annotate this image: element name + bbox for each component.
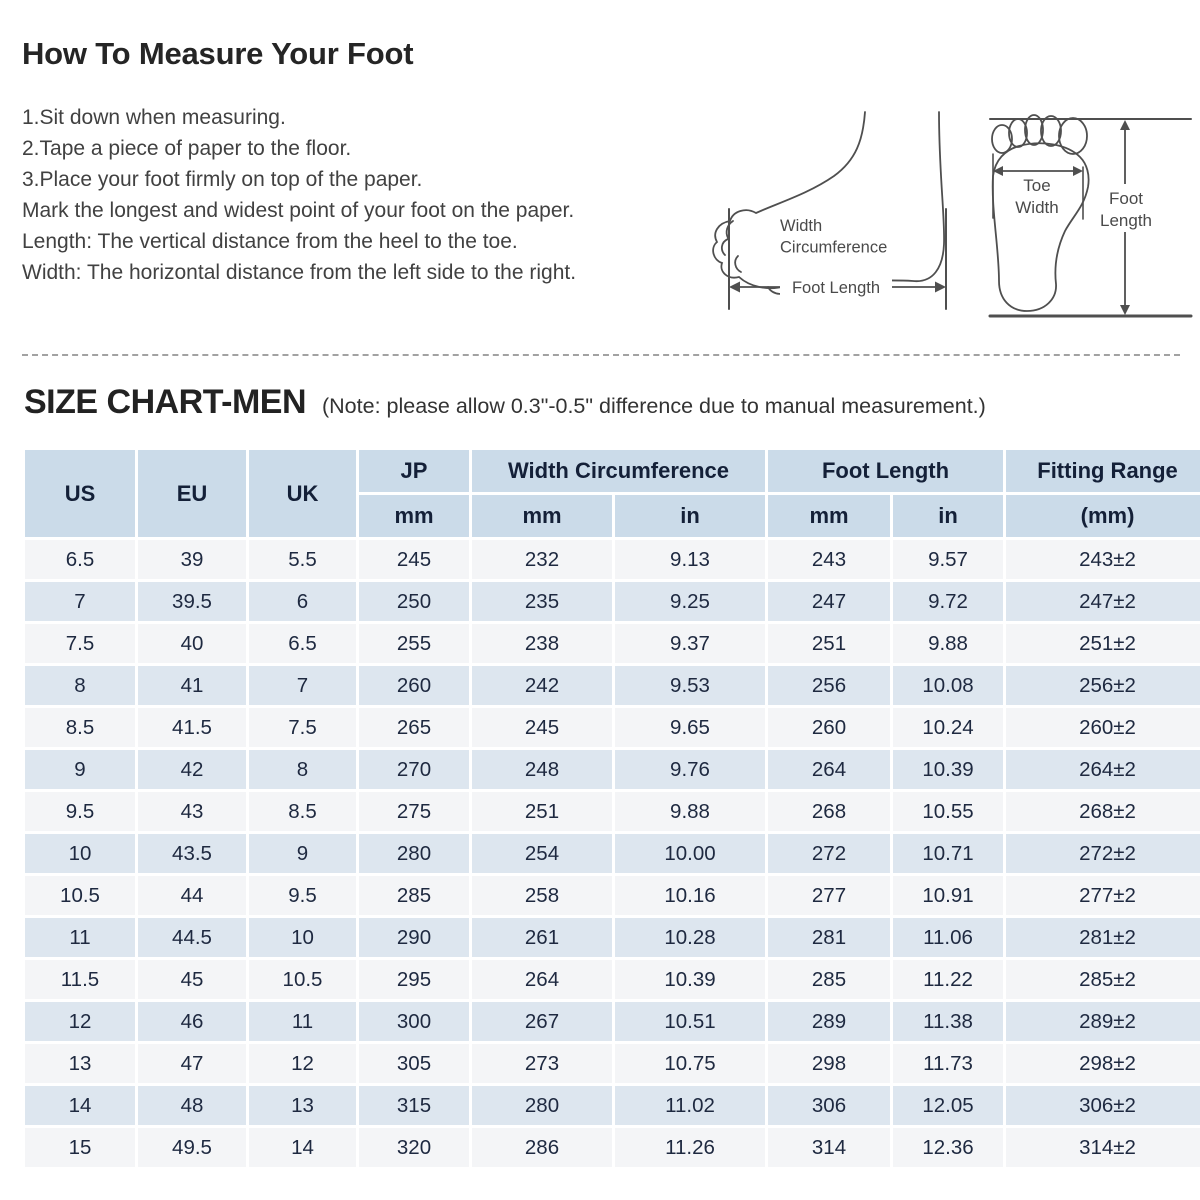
cell-fl-mm: 268 (768, 792, 890, 831)
cell-us: 14 (25, 1086, 135, 1125)
col-header-foot-length: Foot Length (768, 450, 1003, 492)
cell-fl-mm: 243 (768, 540, 890, 579)
cell-wc-in: 10.51 (615, 1002, 765, 1041)
cell-wc-mm: 248 (472, 750, 612, 789)
size-chart-header (25, 450, 1200, 537)
table-row (25, 834, 1200, 873)
table-row (25, 666, 1200, 705)
cell-fl-mm: 314 (768, 1128, 890, 1167)
cell-wc-mm: 258 (472, 876, 612, 915)
cell-uk: 7 (249, 666, 356, 705)
cell-fitting-range: 247±2 (1006, 582, 1200, 621)
dashed-divider (22, 354, 1180, 356)
cell-wc-mm: 254 (472, 834, 612, 873)
cell-fitting-range: 281±2 (1006, 918, 1200, 957)
cell-wc-in: 9.88 (615, 792, 765, 831)
cell-fl-in: 11.22 (893, 960, 1003, 999)
cell-fl-mm: 298 (768, 1044, 890, 1083)
cell-eu: 44.5 (138, 918, 246, 957)
cell-fl-mm: 289 (768, 1002, 890, 1041)
cell-fl-in: 10.24 (893, 708, 1003, 747)
arrowhead-left-icon (729, 282, 740, 293)
cell-wc-mm: 238 (472, 624, 612, 663)
size-chart-table (22, 447, 1200, 1170)
cell-fitting-range: 243±2 (1006, 540, 1200, 579)
cell-wc-mm: 261 (472, 918, 612, 957)
cell-fl-in: 10.39 (893, 750, 1003, 789)
cell-eu: 39.5 (138, 582, 246, 621)
cell-fl-in: 9.88 (893, 624, 1003, 663)
cell-fitting-range: 251±2 (1006, 624, 1200, 663)
unit-header-wc-mm: mm (472, 495, 612, 537)
table-row (25, 750, 1200, 789)
cell-us: 8 (25, 666, 135, 705)
cell-fl-mm: 277 (768, 876, 890, 915)
cell-fl-in: 11.38 (893, 1002, 1003, 1041)
cell-fitting-range: 268±2 (1006, 792, 1200, 831)
cell-jp-mm: 255 (359, 624, 469, 663)
cell-jp-mm: 320 (359, 1128, 469, 1167)
cell-us: 9 (25, 750, 135, 789)
cell-fl-in: 10.08 (893, 666, 1003, 705)
table-row (25, 792, 1200, 831)
cell-us: 13 (25, 1044, 135, 1083)
instruction-line: Width: The horizontal distance from the left side to the right. (22, 261, 577, 284)
cell-wc-in: 9.53 (615, 666, 765, 705)
col-header-fitting-range: Fitting Range (1006, 450, 1200, 492)
arrowhead-right-icon (935, 282, 946, 293)
cell-jp-mm: 250 (359, 582, 469, 621)
cell-us: 12 (25, 1002, 135, 1041)
cell-wc-in: 10.39 (615, 960, 765, 999)
cell-fl-mm: 281 (768, 918, 890, 957)
table-row (25, 582, 1200, 621)
cell-us: 7.5 (25, 624, 135, 663)
cell-uk: 9 (249, 834, 356, 873)
cell-wc-in: 9.76 (615, 750, 765, 789)
cell-eu: 47 (138, 1044, 246, 1083)
cell-eu: 39 (138, 540, 246, 579)
cell-wc-in: 10.75 (615, 1044, 765, 1083)
cell-fl-mm: 251 (768, 624, 890, 663)
cell-wc-mm: 232 (472, 540, 612, 579)
cell-eu: 40 (138, 624, 246, 663)
size-chart-title: SIZE CHART-MEN (24, 383, 306, 421)
table-row (25, 1128, 1200, 1167)
cell-wc-in: 9.13 (615, 540, 765, 579)
cell-uk: 11 (249, 1002, 356, 1041)
col-header-eu: EU (138, 450, 246, 537)
instruction-line: 2.Tape a piece of paper to the floor. (22, 137, 352, 160)
arrowhead-right-icon (1073, 166, 1083, 176)
cell-us: 9.5 (25, 792, 135, 831)
cell-jp-mm: 270 (359, 750, 469, 789)
instruction-line: Length: The vertical distance from the heel to the toe. (22, 230, 518, 253)
cell-jp-mm: 260 (359, 666, 469, 705)
cell-eu: 44 (138, 876, 246, 915)
unit-header-wc-in: in (615, 495, 765, 537)
table-row (25, 918, 1200, 957)
cell-fl-mm: 260 (768, 708, 890, 747)
intro-section (22, 102, 1180, 324)
size-chart-note: (Note: please allow 0.3"-0.5" difference due to manual measurement.) (322, 394, 986, 418)
cell-uk: 10.5 (249, 960, 356, 999)
page-title: How To Measure Your Foot (22, 36, 414, 71)
instructions (22, 102, 702, 288)
foot-top-view-diagram (983, 100, 1198, 322)
cell-uk: 12 (249, 1044, 356, 1083)
cell-fitting-range: 256±2 (1006, 666, 1200, 705)
col-header-width-circumference: Width Circumference (472, 450, 765, 492)
cell-jp-mm: 290 (359, 918, 469, 957)
cell-fitting-range: 289±2 (1006, 1002, 1200, 1041)
cell-uk: 10 (249, 918, 356, 957)
cell-fl-in: 12.36 (893, 1128, 1003, 1167)
cell-fl-in: 10.55 (893, 792, 1003, 831)
instruction-line: 3.Place your foot firmly on top of the paper. (22, 168, 423, 191)
cell-fitting-range: 260±2 (1006, 708, 1200, 747)
cell-fl-mm: 272 (768, 834, 890, 873)
cell-wc-mm: 251 (472, 792, 612, 831)
unit-header-jp-mm: mm (359, 495, 469, 537)
cell-wc-in: 9.65 (615, 708, 765, 747)
cell-fitting-range: 314±2 (1006, 1128, 1200, 1167)
cell-uk: 8 (249, 750, 356, 789)
size-chart-body (25, 540, 1200, 1167)
col-header-jp: JP (359, 450, 469, 492)
col-header-uk: UK (249, 450, 356, 537)
width-circumference-label: Width Circumference (780, 217, 888, 257)
col-header-us: US (25, 450, 135, 537)
table-row (25, 540, 1200, 579)
cell-us: 6.5 (25, 540, 135, 579)
arrowhead-up-icon (1120, 120, 1130, 130)
foot-length-label: Foot Length (791, 279, 881, 297)
cell-uk: 9.5 (249, 876, 356, 915)
cell-wc-mm: 264 (472, 960, 612, 999)
cell-fl-mm: 285 (768, 960, 890, 999)
cell-wc-in: 10.28 (615, 918, 765, 957)
cell-uk: 6 (249, 582, 356, 621)
cell-wc-mm: 286 (472, 1128, 612, 1167)
cell-eu: 42 (138, 750, 246, 789)
table-row (25, 624, 1200, 663)
cell-us: 7 (25, 582, 135, 621)
cell-jp-mm: 305 (359, 1044, 469, 1083)
cell-us: 11.5 (25, 960, 135, 999)
foot-length-label: Foot Length (1100, 189, 1152, 231)
cell-eu: 43 (138, 792, 246, 831)
table-row (25, 1086, 1200, 1125)
cell-us: 15 (25, 1128, 135, 1167)
cell-eu: 43.5 (138, 834, 246, 873)
cell-wc-mm: 273 (472, 1044, 612, 1083)
cell-fitting-range: 264±2 (1006, 750, 1200, 789)
cell-jp-mm: 315 (359, 1086, 469, 1125)
cell-jp-mm: 245 (359, 540, 469, 579)
arrowhead-down-icon (1120, 305, 1130, 315)
cell-fl-in: 11.06 (893, 918, 1003, 957)
cell-fl-in: 10.71 (893, 834, 1003, 873)
cell-jp-mm: 265 (359, 708, 469, 747)
cell-wc-in: 11.26 (615, 1128, 765, 1167)
cell-us: 10.5 (25, 876, 135, 915)
cell-wc-mm: 280 (472, 1086, 612, 1125)
cell-eu: 41 (138, 666, 246, 705)
cell-fl-in: 11.73 (893, 1044, 1003, 1083)
cell-eu: 45 (138, 960, 246, 999)
unit-header-fl-in: in (893, 495, 1003, 537)
cell-uk: 13 (249, 1086, 356, 1125)
cell-wc-in: 9.25 (615, 582, 765, 621)
cell-wc-in: 10.00 (615, 834, 765, 873)
cell-jp-mm: 280 (359, 834, 469, 873)
table-row (25, 1002, 1200, 1041)
cell-us: 8.5 (25, 708, 135, 747)
toe-width-label: Toe Width (1015, 176, 1059, 218)
cell-fl-mm: 306 (768, 1086, 890, 1125)
cell-wc-mm: 235 (472, 582, 612, 621)
cell-eu: 49.5 (138, 1128, 246, 1167)
cell-fl-mm: 247 (768, 582, 890, 621)
cell-fl-mm: 264 (768, 750, 890, 789)
cell-fitting-range: 285±2 (1006, 960, 1200, 999)
cell-uk: 6.5 (249, 624, 356, 663)
cell-wc-mm: 242 (472, 666, 612, 705)
cell-eu: 46 (138, 1002, 246, 1041)
cell-jp-mm: 285 (359, 876, 469, 915)
table-row (25, 1044, 1200, 1083)
cell-jp-mm: 295 (359, 960, 469, 999)
cell-fitting-range: 306±2 (1006, 1086, 1200, 1125)
cell-fl-in: 9.57 (893, 540, 1003, 579)
cell-wc-in: 9.37 (615, 624, 765, 663)
cell-wc-mm: 267 (472, 1002, 612, 1041)
table-row (25, 876, 1200, 915)
cell-jp-mm: 300 (359, 1002, 469, 1041)
cell-fl-in: 9.72 (893, 582, 1003, 621)
cell-wc-in: 11.02 (615, 1086, 765, 1125)
cell-fl-in: 12.05 (893, 1086, 1003, 1125)
cell-us: 11 (25, 918, 135, 957)
cell-fl-in: 10.91 (893, 876, 1003, 915)
table-row (25, 960, 1200, 999)
cell-fitting-range: 277±2 (1006, 876, 1200, 915)
instruction-line: 1.Sit down when measuring. (22, 106, 286, 129)
cell-uk: 7.5 (249, 708, 356, 747)
size-chart-heading (24, 383, 1180, 422)
cell-fitting-range: 272±2 (1006, 834, 1200, 873)
cell-us: 10 (25, 834, 135, 873)
cell-jp-mm: 275 (359, 792, 469, 831)
cell-eu: 41.5 (138, 708, 246, 747)
table-row (25, 708, 1200, 747)
cell-fl-mm: 256 (768, 666, 890, 705)
cell-wc-mm: 245 (472, 708, 612, 747)
cell-wc-in: 10.16 (615, 876, 765, 915)
cell-fitting-range: 298±2 (1006, 1044, 1200, 1083)
cell-eu: 48 (138, 1086, 246, 1125)
instruction-line: Mark the longest and widest point of your foot on the paper. (22, 199, 575, 222)
cell-uk: 14 (249, 1128, 356, 1167)
foot-side-view-diagram (702, 104, 954, 319)
unit-header-fr-mm: (mm) (1006, 495, 1200, 537)
cell-uk: 8.5 (249, 792, 356, 831)
unit-header-fl-mm: mm (768, 495, 890, 537)
cell-uk: 5.5 (249, 540, 356, 579)
